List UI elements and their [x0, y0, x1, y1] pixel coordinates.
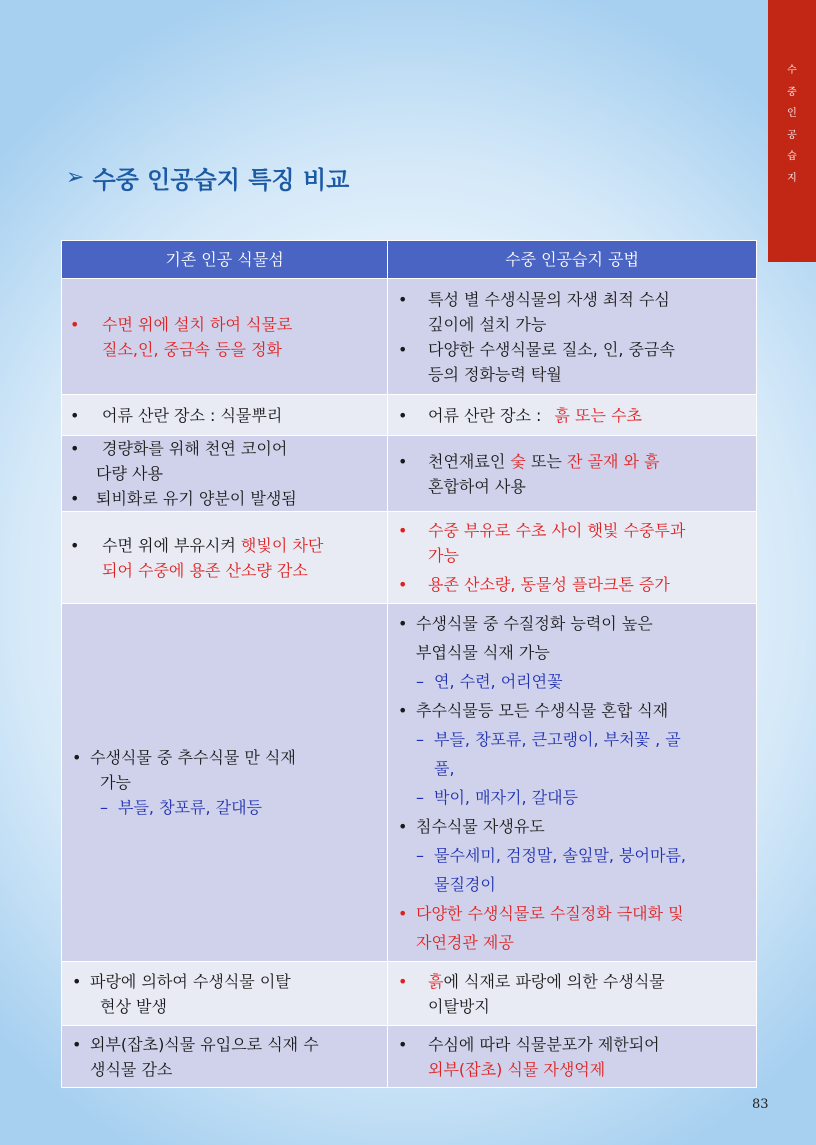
section-title — [66, 160, 349, 195]
list-item: • 수생식물 중 추수식물 만 식재 가능 – 부들, 창포류, 갈대등 — [72, 745, 381, 820]
list-item: • 특성 별 수생식물의 자생 최적 수심 깊이에 설치 가능 — [398, 287, 750, 337]
list-item: • 수면 위에 부유시켜 햇빛이 차단 되어 수중에 용존 산소량 감소 — [70, 533, 381, 583]
list-item: • 수생식물 중 수질정화 능력이 높은 부엽식물 식재 가능 – 연, 수련, 어리연꽃 — [398, 609, 750, 696]
list-item: • 어류 산란 장소 : 식물뿌리 — [70, 403, 381, 428]
comparison-table — [61, 240, 757, 1088]
table-cell-right — [388, 1026, 757, 1088]
list-item: • 추수식물등 모든 수생식물 혼합 식재 – 부들, 창포류, 큰고랭이, 부처꽃 , 골 풀, – 박이, 매자기, 갈대등 — [398, 696, 750, 812]
table-cell-left — [62, 604, 388, 962]
table-row — [62, 512, 757, 604]
table-row — [62, 395, 757, 436]
side-tab-char: 공 — [787, 129, 797, 141]
table-row — [62, 1026, 757, 1088]
sub-item: – 부들, 창포류, 큰고랭이, 부처꽃 , 골 풀, — [416, 725, 750, 783]
table-cell-left — [62, 279, 388, 395]
table-row — [62, 962, 757, 1026]
table-header-row — [62, 241, 757, 279]
list-item: • 수중 부유로 수초 사이 햇빛 수중투과 가능 — [398, 518, 750, 568]
table-cell-right — [388, 279, 757, 395]
side-tab-char: 습 — [787, 151, 797, 162]
table-row — [62, 436, 757, 512]
sub-item: – 물수세미, 검정말, 솔잎말, 붕어마름, 물질경이 — [416, 841, 750, 899]
list-item: • 다양한 수생식물로 질소, 인, 중금속 등의 정화능력 탁월 — [398, 337, 750, 387]
section-title-text: 수중 인공습지 특징 비교 — [92, 166, 350, 194]
list-item: • 천연재료인 숯 또는 잔 골재 와 흙 혼합하여 사용 — [398, 449, 750, 499]
table-cell-left — [62, 1026, 388, 1088]
table-cell-right — [388, 395, 757, 436]
table-row — [62, 279, 757, 395]
side-tab-char: 인 — [787, 108, 797, 119]
sub-item: – 연, 수련, 어리연꽃 — [416, 667, 750, 696]
side-tab-char: 지 — [787, 172, 797, 184]
table-cell-right — [388, 604, 757, 962]
header-existing: 기존 인공 식물섬 — [62, 241, 388, 279]
table-cell-right — [388, 512, 757, 604]
list-item: • 침수식물 자생유도 – 물수세미, 검정말, 솔잎말, 붕어마름, 물질경이 — [398, 812, 750, 899]
list-item: • 외부(잡초)식물 유입으로 식재 수 생식물 감소 — [72, 1032, 381, 1082]
table-cell-right — [388, 436, 757, 512]
side-tab-char: 중 — [787, 86, 797, 98]
table-cell-left — [62, 395, 388, 436]
list-item: • 수심에 따라 식물분포가 제한되어 외부(잡초) 식물 자생억제 — [398, 1032, 750, 1082]
side-tab-char: 수 — [787, 65, 797, 76]
list-item: • 다양한 수생식물로 수질정화 극대화 및 자연경관 제공 — [398, 899, 750, 957]
header-underwater: 수중 인공습지 공법 — [388, 241, 757, 279]
arrow-bullet-icon: ➢ — [66, 165, 85, 190]
list-item: • 퇴비화로 유기 양분이 발생됨 — [70, 486, 381, 511]
list-item: • 파랑에 의하여 수생식물 이탈 현상 발생 — [72, 969, 381, 1019]
sub-item: – 부들, 창포류, 갈대등 — [100, 795, 381, 820]
list-item: • 경량화를 위해 천연 코이어 다량 사용 — [70, 436, 381, 486]
page-number: 83 — [752, 1097, 769, 1112]
list-item: • 수면 위에 설치 하여 식물로 질소,인, 중금속 등을 정화 — [70, 312, 381, 362]
table-cell-right — [388, 962, 757, 1026]
list-item: • 용존 산소량, 동물성 플라크톤 증가 — [398, 572, 750, 597]
list-item: • 흙에 식재로 파랑에 의한 수생식물 이탈방지 — [398, 969, 750, 1019]
list-item: • 어류 산란 장소 : 흙 또는 수초 — [398, 403, 750, 428]
table-cell-left — [62, 436, 388, 512]
chapter-side-tab — [768, 0, 816, 262]
table-cell-left — [62, 512, 388, 604]
table-row — [62, 604, 757, 962]
table-cell-left — [62, 962, 388, 1026]
sub-item: – 박이, 매자기, 갈대등 — [416, 783, 750, 812]
